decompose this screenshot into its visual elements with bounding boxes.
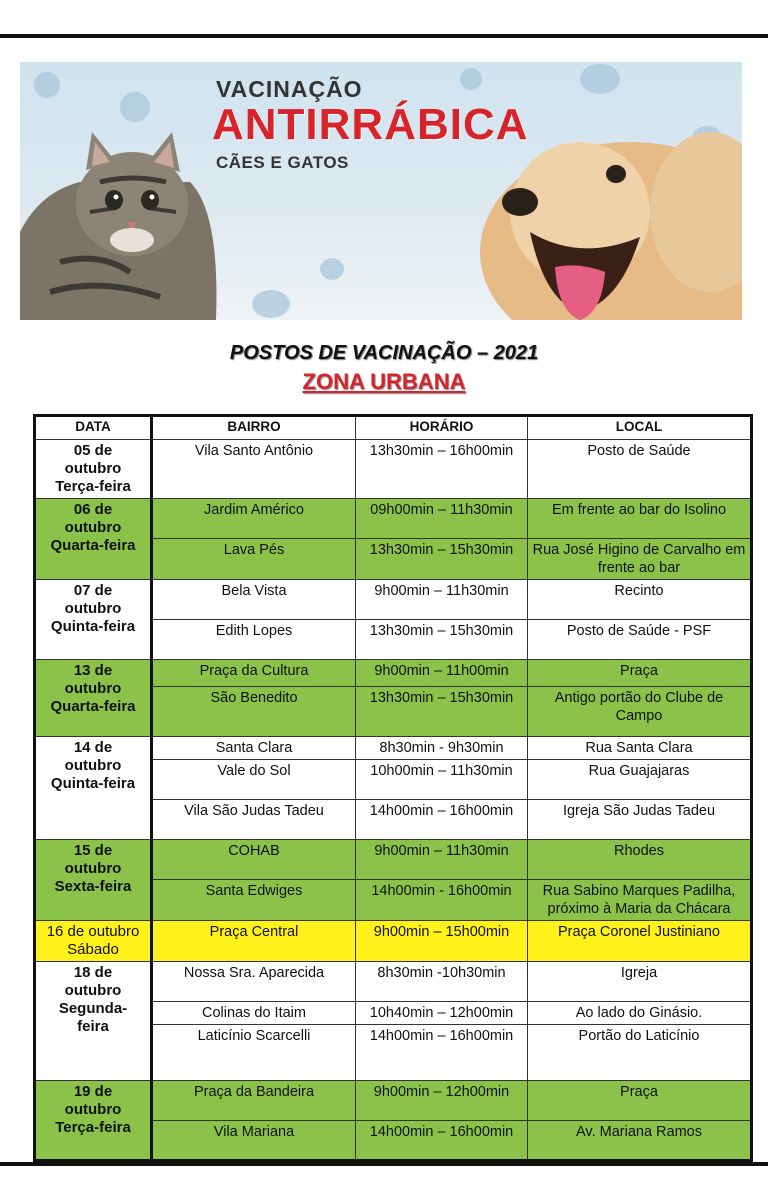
date-cell — [35, 660, 152, 737]
horario-cell: 8h30min - 9h30min — [356, 737, 528, 760]
local-cell: Rhodes — [528, 840, 752, 880]
column-header-local: LOCAL — [528, 416, 752, 440]
horario-cell: 9h00min – 11h30min — [356, 840, 528, 880]
local-cell: Antigo portão do Clube de Campo — [528, 687, 752, 737]
local-cell: Posto de Saúde — [528, 440, 752, 499]
table-row — [35, 737, 752, 760]
table-row — [35, 1081, 752, 1121]
local-cell: Praça — [528, 660, 752, 687]
table-row — [35, 440, 752, 499]
banner-title-vacinacao: VACINAÇÃO — [216, 76, 363, 102]
bairro-cell: Bela Vista — [152, 580, 356, 620]
local-cell: Ao lado do Ginásio. — [528, 1002, 752, 1025]
date-cell — [35, 499, 152, 580]
horario-cell: 14h00min – 16h00min — [356, 1025, 528, 1081]
table-row — [35, 840, 752, 880]
local-cell: Em frente ao bar do Isolino — [528, 499, 752, 539]
date-cell — [35, 440, 152, 499]
date-line: outubro — [64, 460, 122, 477]
horario-cell: 09h00min – 11h30min — [356, 499, 528, 539]
horario-cell: 9h00min – 12h00min — [356, 1081, 528, 1121]
bairro-cell: Nossa Sra. Aparecida — [152, 962, 356, 1002]
local-cell: Praça — [528, 1081, 752, 1121]
banner — [20, 62, 742, 320]
table-row — [35, 921, 752, 962]
horario-cell: 9h00min – 15h00min — [356, 921, 528, 962]
local-cell: Igreja São Judas Tadeu — [528, 800, 752, 840]
date-line: outubro — [64, 757, 122, 774]
date-line: 18 de — [73, 964, 113, 981]
table-body — [35, 440, 752, 1161]
date-line: 19 de — [73, 1083, 113, 1100]
dog-image — [480, 132, 742, 320]
local-cell: Rua Santa Clara — [528, 737, 752, 760]
zone-subtitle: ZONA URBANA — [302, 369, 466, 394]
cat-image — [20, 132, 216, 320]
local-cell: Av. Mariana Ramos — [528, 1121, 752, 1161]
local-cell: Praça Coronel Justiniano — [528, 921, 752, 962]
horario-cell: 9h00min – 11h30min — [356, 580, 528, 620]
local-cell: Igreja — [528, 962, 752, 1002]
bairro-cell: Jardim Américo — [152, 499, 356, 539]
horario-cell: 14h00min – 16h00min — [356, 1121, 528, 1161]
date-line: Terça-feira — [55, 478, 131, 495]
date-line: outubro — [64, 860, 122, 877]
date-line: Terça-feira — [55, 1119, 131, 1136]
bairro-cell: São Benedito — [152, 687, 356, 737]
local-cell: Portão do Laticínio — [528, 1025, 752, 1081]
date-line: outubro — [64, 1101, 122, 1118]
local-cell: Rua Sabino Marques Padilha, próximo à Maria da Chácara — [528, 880, 752, 921]
date-line: Quarta-feira — [50, 698, 136, 715]
vaccination-schedule-table — [33, 414, 753, 1162]
bairro-cell: Praça da Cultura — [152, 660, 356, 687]
horario-cell: 13h30min – 15h30min — [356, 620, 528, 660]
date-line: feira — [77, 1018, 109, 1035]
horario-cell: 13h30min – 15h30min — [356, 539, 528, 580]
local-cell: Rua Guajajaras — [528, 760, 752, 800]
date-line: 05 de — [73, 442, 113, 459]
table-header-row — [35, 416, 752, 440]
date-line: 07 de — [73, 582, 113, 599]
horario-cell: 8h30min -10h30min — [356, 962, 528, 1002]
date-line: 14 de — [73, 739, 113, 756]
horario-cell: 13h30min – 15h30min — [356, 687, 528, 737]
horario-cell: 9h00min – 11h00min — [356, 660, 528, 687]
bairro-cell: Praça da Bandeira — [152, 1081, 356, 1121]
horario-cell: 13h30min – 16h00min — [356, 440, 528, 499]
banner-title-antirrabica: ANTIRRÁBICA — [212, 100, 529, 149]
column-header-bairro: BAIRRO — [152, 416, 356, 440]
bairro-cell: COHAB — [152, 840, 356, 880]
date-cell — [35, 921, 152, 962]
date-line: Quarta-feira — [50, 537, 136, 554]
date-line: 16 de outubro — [46, 923, 140, 940]
date-line: Sexta-feira — [54, 878, 132, 895]
bairro-cell: Laticínio Scarcelli — [152, 1025, 356, 1081]
bairro-cell: Lava Pés — [152, 539, 356, 580]
bairro-cell: Vale do Sol — [152, 760, 356, 800]
date-line: 13 de — [73, 662, 113, 679]
bairro-cell: Vila Mariana — [152, 1121, 356, 1161]
column-header-data: DATA — [35, 416, 152, 440]
local-cell: Recinto — [528, 580, 752, 620]
horario-cell: 10h00min – 11h30min — [356, 760, 528, 800]
bottom-rule — [0, 1162, 768, 1166]
date-cell — [35, 1081, 152, 1161]
banner-subtitle: CÃES E GATOS — [216, 153, 349, 172]
bairro-cell: Praça Central — [152, 921, 356, 962]
date-line: outubro — [64, 519, 122, 536]
bairro-cell: Vila São Judas Tadeu — [152, 800, 356, 840]
bairro-cell: Santa Clara — [152, 737, 356, 760]
bairro-cell: Santa Edwiges — [152, 880, 356, 921]
date-line: 15 de — [73, 842, 113, 859]
date-line: outubro — [64, 680, 122, 697]
date-cell — [35, 737, 152, 840]
bairro-cell: Vila Santo Antônio — [152, 440, 356, 499]
horario-cell: 10h40min – 12h00min — [356, 1002, 528, 1025]
bairro-cell: Colinas do Itaim — [152, 1002, 356, 1025]
date-line: Sábado — [67, 941, 119, 958]
column-header-horario: HORÁRIO — [356, 416, 528, 440]
date-line: Segunda- — [58, 1000, 128, 1017]
date-line: Quinta-feira — [50, 775, 136, 792]
local-cell: Posto de Saúde - PSF — [528, 620, 752, 660]
bairro-cell: Edith Lopes — [152, 620, 356, 660]
horario-cell: 14h00min - 16h00min — [356, 880, 528, 921]
local-cell: Rua José Higino de Carvalho em frente ao bar — [528, 539, 752, 580]
top-rule — [0, 34, 768, 38]
date-cell — [35, 840, 152, 921]
table-row — [35, 660, 752, 687]
date-line: 06 de — [73, 501, 113, 518]
date-line: Quinta-feira — [50, 618, 136, 635]
date-line: outubro — [64, 600, 122, 617]
table-row — [35, 962, 752, 1002]
horario-cell: 14h00min – 16h00min — [356, 800, 528, 840]
table-row — [35, 499, 752, 539]
date-cell — [35, 580, 152, 660]
table-row — [35, 580, 752, 620]
page-title: POSTOS DE VACINAÇÃO – 2021 — [229, 342, 539, 364]
date-line: outubro — [64, 982, 122, 999]
date-cell — [35, 962, 152, 1081]
